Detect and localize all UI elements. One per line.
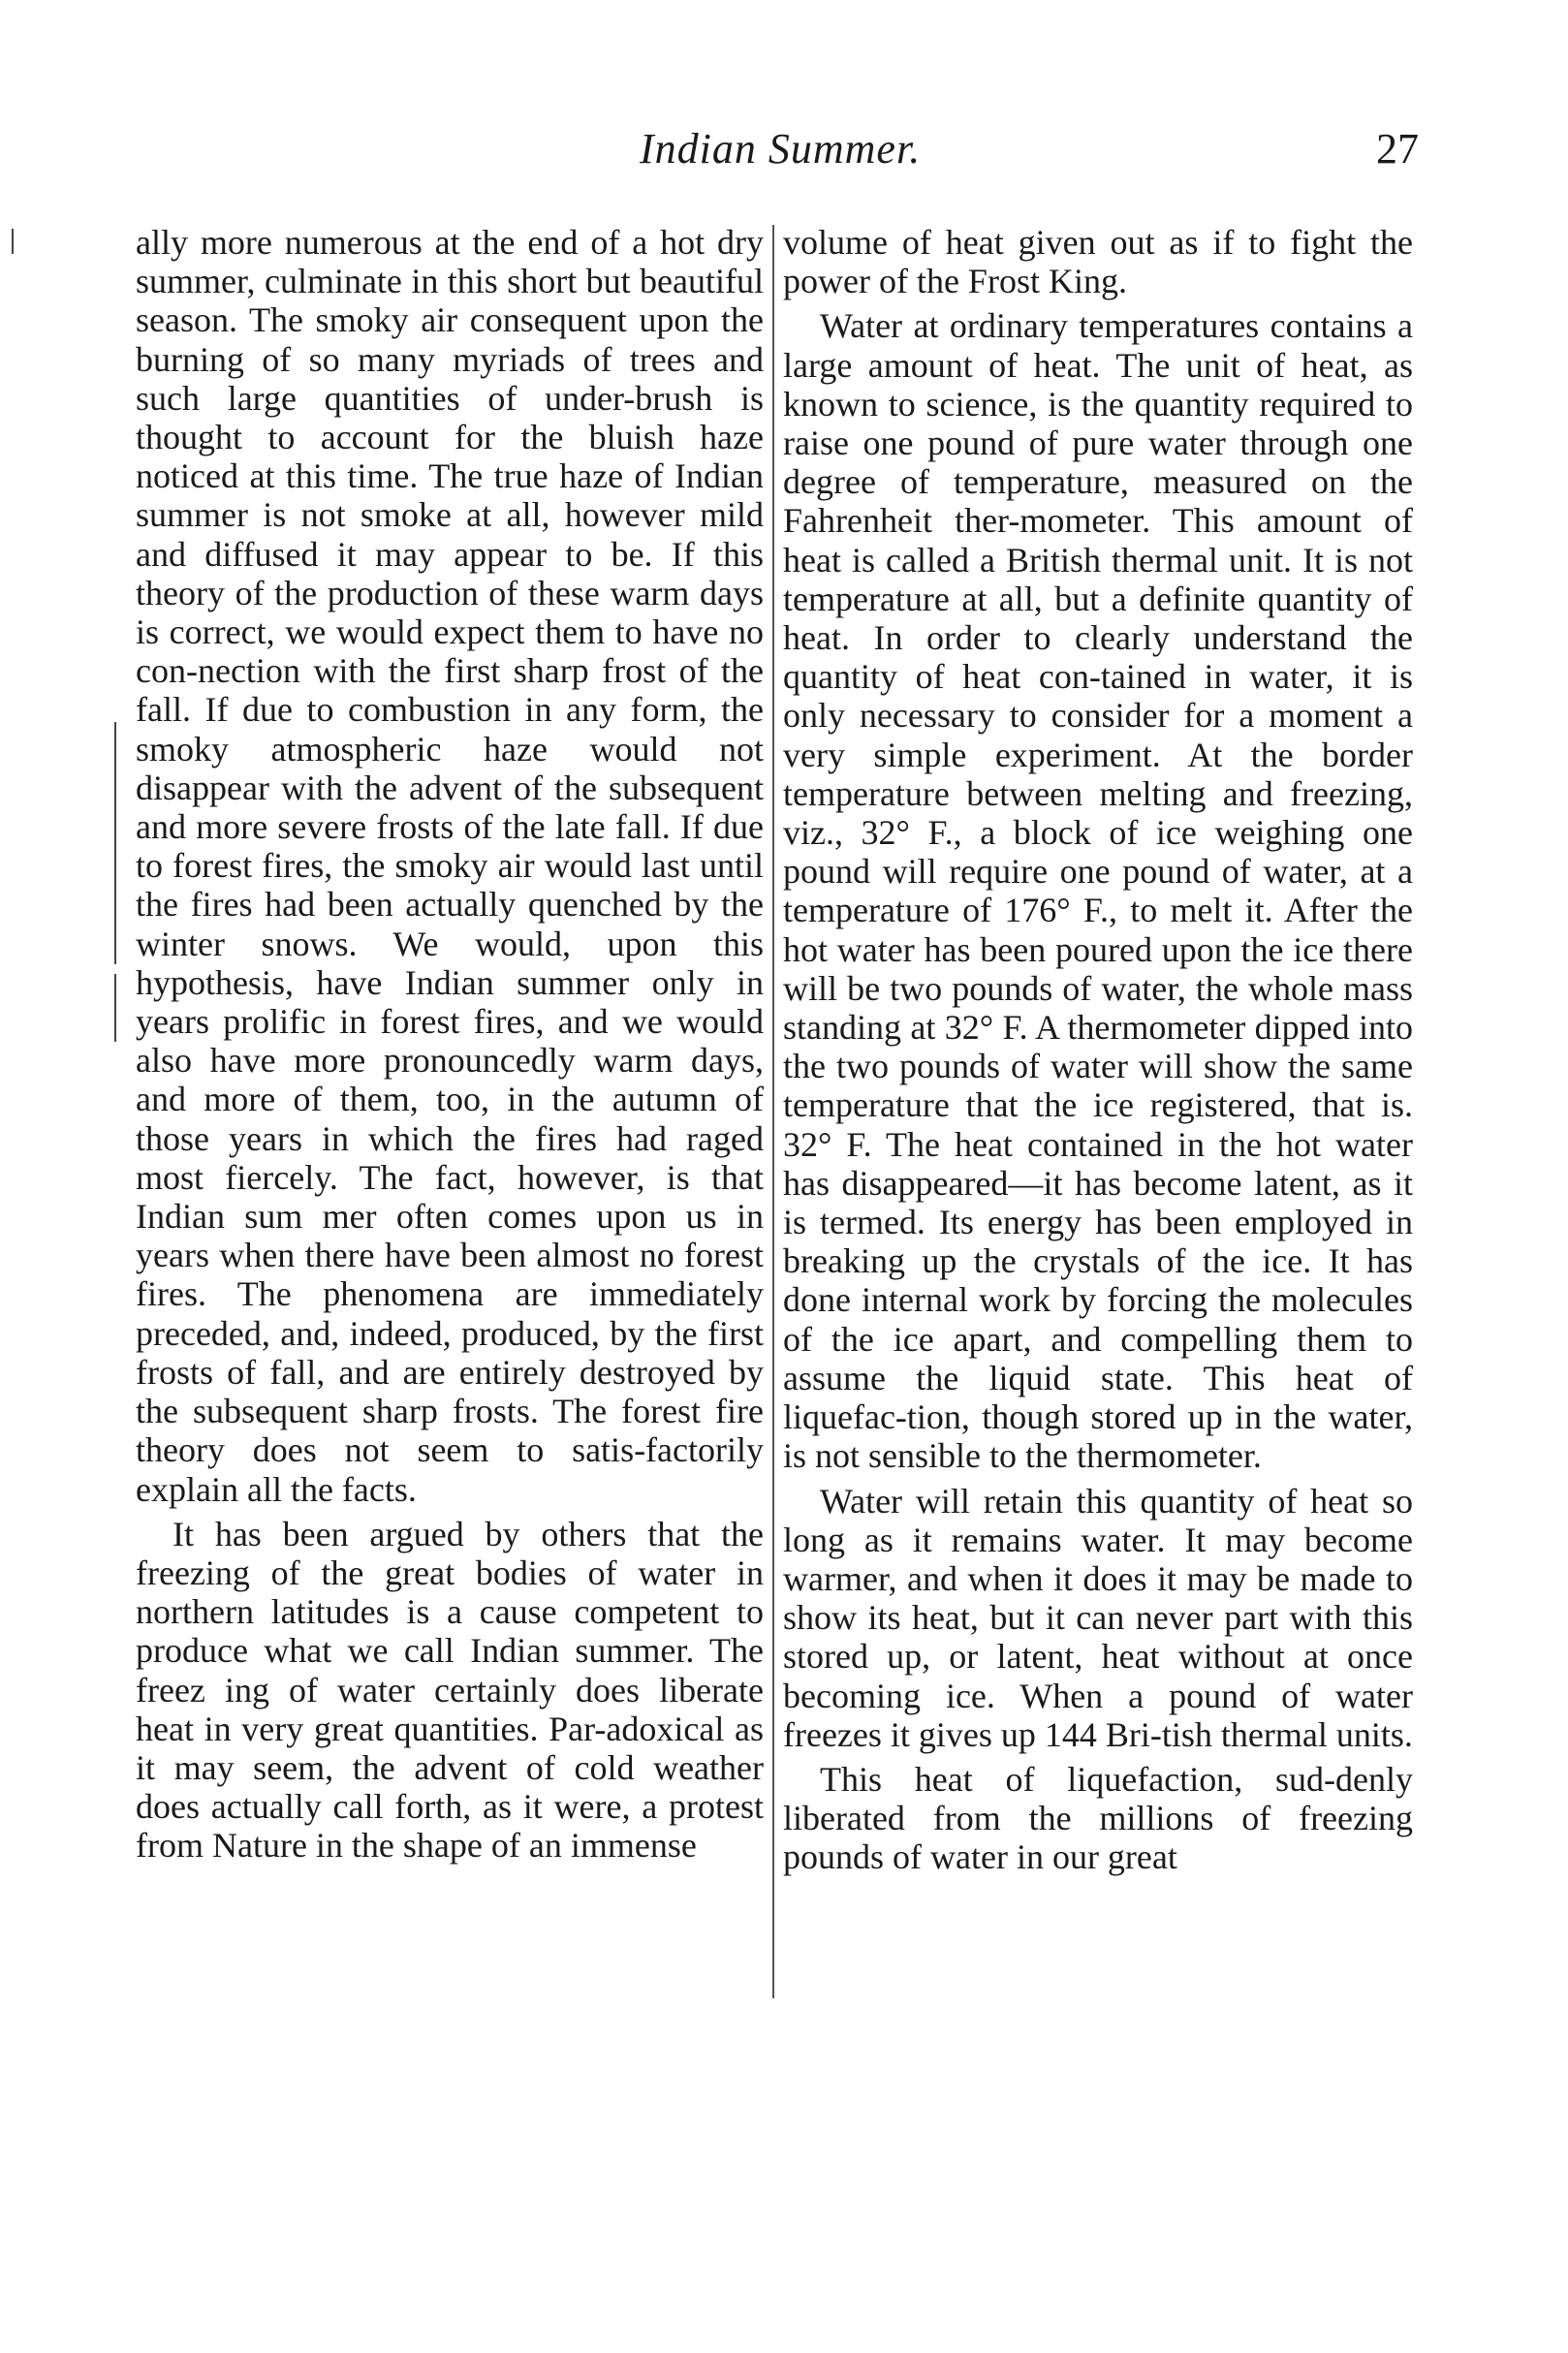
column-divider (772, 225, 774, 1998)
margin-mark (12, 229, 14, 254)
page-number: 27 (1376, 125, 1419, 173)
paragraph: volume of heat given out as if to fight the power of the Frost King. (783, 223, 1413, 301)
paragraph: It has been argued by others that the freezing of the great bodies of water in northern latitudes is a cause competent to produce what we call Indian summer. The freez ing of water certainly does liberate heat in very great quantities. Par-adoxical as it may seem, the advent of cold weather does actually call forth, as it were, a protest from Nature in the shape of an immense (136, 1514, 764, 1866)
running-title: Indian Summer. (640, 125, 922, 173)
paragraph: Water at ordinary temperatures contains a large amount of heat. The unit of heat, as known to science, is the quantity required to raise one pound of pure water through one degree of temperature, measured on the Fahrenheit ther-mometer. This amount of heat is called a British thermal unit. It is not temperature at all, but a definite quantity of heat. In order to clearly understand the quantity of heat con-tained in water, it is only necessary to consider for a moment a very simple experiment. At the border temperature between melting and freezing, viz., 32° F., a block of ice weighing one pound will require one pound of water, at a temperature of 176° F., to melt it. After the hot water has been poured upon the ice there will be two pounds of water, the whole mass standing at 32° F. A thermometer dipped into the two pounds of water will show the same temperature that the ice registered, that is. 32° F. The heat contained in the hot water has disappeared—it has become latent, as it is termed. Its energy has been employed in breaking up the crystals of the ice. It has done internal work by forcing the molecules of the ice apart, and compelling them to assume the liquid state. This heat of liquefac-tion, though stored up in the water, is not sensible to the thermometer. (783, 306, 1413, 1476)
paragraph: Water will retain this quantity of heat so long as it remains water. It may become warmer, and when it does it may be made to show its heat, but it can never part with this stored up, or latent, heat without at once becoming ice. When a pound of water freezes it gives up 144 Bri-tish thermal units. (783, 1481, 1413, 1754)
paragraph: This heat of liquefaction, sud-denly liberated from the millions of freezing pounds of water in our great (783, 1759, 1413, 1877)
left-column (136, 223, 764, 1866)
margin-mark (114, 722, 116, 964)
running-head (0, 124, 1568, 182)
right-column (783, 223, 1413, 1877)
margin-mark (114, 974, 116, 1042)
paragraph: ally more numerous at the end of a hot dry summer, culminate in this short but beautiful season. The smoky air consequent upon the burning of so many myriads of trees and such large quantities of under-brush is thought to account for the bluish haze noticed at this time. The true haze of Indian summer is not smoke at all, however mild and diffused it may appear to be. If this theory of the production of these warm days is correct, we would expect them to have no con-nection with the first sharp frost of the fall. If due to combustion in any form, the smoky atmospheric haze would not disappear with the advent of the subsequent and more severe frosts of the late fall. If due to forest fires, the smoky air would last until the fires had been actually quenched by the winter snows. We would, upon this hypothesis, have Indian summer only in years prolific in forest fires, and we would also have more pronouncedly warm days, and more of them, too, in the autumn of those years in which the fires had raged most fiercely. The fact, however, is that Indian sum mer often comes upon us in years when there have been almost no forest fires. The phenomena are immediately preceded, and, indeed, produced, by the first frosts of fall, and are entirely destroyed by the subsequent sharp frosts. The forest fire theory does not seem to satis-factorily explain all the facts. (136, 223, 764, 1509)
